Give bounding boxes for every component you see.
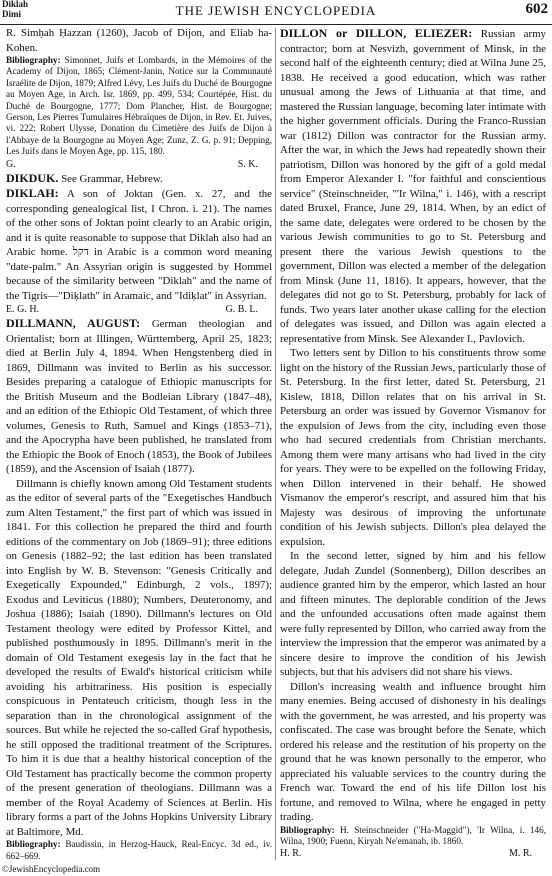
signature-right: S. K. <box>237 158 258 170</box>
signature-left: H. R. <box>280 848 302 860</box>
intro-paragraph: R. Simḥah Ḥazzan (1260), Jacob of Dijon, and Eliab ha-Kohen. <box>6 27 272 54</box>
watermark-text: ©JewishEncyclopedia.com <box>2 864 101 874</box>
running-head-first: Diklah <box>2 0 29 9</box>
headword-dikduk: DIKDUK. <box>6 170 59 185</box>
signature-diklah <box>6 303 272 316</box>
headword-dillmann: DILLMANN, AUGUST: <box>6 316 141 331</box>
entry-dillmann <box>6 316 272 477</box>
bibliography-label: Bibliography: <box>6 839 61 850</box>
bibliography-label: Bibliography: <box>280 824 335 835</box>
header-rule <box>0 24 552 25</box>
dillon-paragraph-3: In the second letter, signed by him and his fellow delegate, Judah Zundel (Sonnenberg), Dillon describes an audience granted him by the emperor, which lasted an hour and fifteen minutes. The deplorable condition of the Jews and the unfounded accusations often made against them were fully represented by Dillon, who carried away from the interview the impression that the emperor was animated by a sincere desire to improve the condition of his Jewish subjects, but that his advisers did not share his views. <box>280 550 546 678</box>
signature-left: E. G. H. <box>6 304 40 316</box>
page-number: 602 <box>525 1 548 17</box>
bibliography-text: H. Steinschneider ("Ha-Maggid"), 'Ir Wilna, i. 146, Wilna, 1900; Fuenn, Kiryah Ne'emanah, ib. 1860. <box>280 824 546 846</box>
bibliography-dillon <box>280 825 546 848</box>
column-divider <box>275 28 276 860</box>
left-column <box>6 26 272 862</box>
headword-dillon: DILLON or DILLON, ELIEZER: <box>280 26 473 40</box>
entry-text: A son of Joktan (Gen. x. 27, and the corresponding genealogical list, I Chron. i. 21). The names of the other sons of Joktan point clearly to an Arabic origin, and it is quite reasonable to suppose that Diklah also had an Arabic home. דקל in Arabic is a common word meaning "date-palm." An Assyrian origin is suggested by Hommel because of the similarity between "Diklah" and the name of the Tigris—"Diḳlath" in Aramaic, and "Idiḳlat" in Assyrian. <box>6 188 272 302</box>
entry-dillon <box>280 26 546 346</box>
dillon-paragraph-2: Two letters sent by Dillon to his constituents throw some light on the history of the Russian Jews, particularly those of St. Petersburg. In the first letter, dated St. Petersburg, 21 Kislew, 1818, Dillon relates that on his arrival in St. Petersburg an order was issued by Governor Vismanov for the expulsion of Jews from the city, including even those who had secured credentials from Christian merchants. Among them were many artisans who had lived in the city for years. They were to be expelled on the following Friday, when Dillon intervened in their behalf. He showed Vismanov the emperor's rescript, and assured him that his Majesty was desirous of improving the unfortunate condition of his Jewish subjects. Dillon's plea delayed the expulsion. <box>280 347 546 548</box>
bibliography-label: Bibliography: <box>6 55 61 65</box>
dillmann-paragraph-2: Dillmann is chiefly known among Old Testament students as the editor of several parts of the "Exegetisches Handbuch zum Alten Testament," the first part of which was issued in 1841. For this collection he prepared the third and fourth editions of the commentary on Job (1869–91); three editions on Genesis (1882–92; the last edition has been translated into English by W. B. Stevenson: "Genesis Critically and Exegetically Expounded," Edinburgh, 2 vols., 1897); Exodus and Leviticus (1880); Numbers, Deuteronomy, and Joshua (1886); Isaiah (1890). Dillmann's lectures on Old Testament theology were edited by Professor Kittel, and published posthumously in 1895. Dillmann's merit in the domain of Old Testament exegesis lay in the fact that he developed the results of Ewald's historical criticism while avoiding his arbitrariness. His position is especially conspicuous in Pentateuch criticism, though less in the separation than in the chronological assignment of the sources. But while he rejected the so-called Graf hypothesis, he still opposed the traditional treatment of the Scriptures. To him it is due that a healthy historical conception of the Old Testament has practically become the common property of the present generation of theologians. Dillmann was a member of the Royal Academy of Sciences at Berlin. His library forms a part of the Johns Hopkins University Library at Baltimore, Md. <box>6 477 272 838</box>
page-header <box>0 0 552 24</box>
signature-right: M. R. <box>508 848 532 860</box>
entry-dikduk <box>6 171 272 187</box>
signature-dillon <box>280 847 546 860</box>
entry-diklah <box>6 186 272 303</box>
bibliography-text: Baudissin, in Herzog-Hauck, Real-Encyc. 3d ed., iv. 662–669. <box>6 839 272 861</box>
right-column <box>280 26 546 862</box>
dillon-paragraph-4: Dillon's increasing wealth and influence brought him many enemies. Being accused of dishonesty in his dealings with the government, he was arrested, and his property was confiscated. The case was brought before the Senate, which ordered his release and the restitution of his property on the ground that he was known personally to the emperor, who appreciated his valuable services to the country during the French war. Toward the end of his life Dillon lost his fortune, and removed to Wilna, where he engaged in petty trading. <box>280 680 546 823</box>
running-head-last: Dimi <box>2 8 21 19</box>
entry-text: Russian army contractor; born at Nesvizh, government of Minsk, in the second half of the eighteenth century; died at Wilna June 25, 1838. He received a good education, which was rather unusual among the Jews of Lithuania at that time, and mastered the Russian language, becoming later intimate with the higher government officials. During the Franco-Russian war (1812) Dillon was contractor for the Russian army. After the war, in which the Jews had repeatedly shown their patriotism, Dillon was honored by the gift of a gold medal from Emperor Alexander I. "for faithful and conscientious service" (Steinschneider, "'Ir Wilna," i. 146), with a rescript dated Bruxel, France, June 29, 1814. When, by an edict of the same date, delegates were ordered to be chosen by the various Jewish communities to go to St. Petersburg and present there the various Jewish questions to the government, Dillon was elected a member of the delegation from Minsk (June 11, 1816). It appears, however, that the delegates did not go to St. Petersburg, probably for lack of funds. Two years later another ukase calling for the election of delegates was issued, and Dillon was again elected a representative from Minsk. See Alexander I., Pavlovich. <box>280 28 546 345</box>
headword-diklah: DIKLAH: <box>6 186 59 201</box>
bibliography-dillmann <box>6 839 272 862</box>
entry-text: See Grammar, Hebrew. <box>58 172 163 185</box>
bibliography-dijon <box>6 55 272 158</box>
encyclopedia-title: THE JEWISH ENCYCLOPEDIA <box>175 3 377 18</box>
bibliography-text: Simonnet, Juifs et Lombards, in the Mémoires of the Academy of Dijon, 1865; Clément-Janin, Notice sur la Communauté Israélite de Dijon, 1879; Alfred Lévy, Les Juifs du Duché de Bourgogne au Moyen Age, in Arch. Isr. 1869, pp. 499, 534; Courtépée, Hist. du Duché de Bourgogne, 1777; Dom Plancher, Hist. de Bourgogne; Gerson, Les Pierres Tumulaires Hébraïques de Dijon, in Rev. Et. Juives, vi. 222; Robert Ulysse, Donation du Cimetière des Juifs de Dijon à l'Abbaye de la Bourgogne au Moyen Age; Zunz, Z. G. p. 91; Depping, Les Juifs dans le Moyen Age, pp. 115, 180. <box>6 55 272 157</box>
signature-dijon <box>6 158 272 171</box>
entry-text: German theologian and Orientalist; born at Illingen, Württemberg, April 25, 1823; died at Berlin July 4, 1894. When Hengstenberg died in 1869, Dillmann was invited to Berlin as his successor. Besides preparing a catalogue of Ethiopic manuscripts for the British Museum and the Bodleian Library (1847–48), and an edition of the Ethiopic Old Testament, of which three volumes, Genesis to Ruth, Samuel and Kings (1853–71), and the Apocrypha have been published, he translated from the Ethiopic the Book of Enoch (1853), the Book of Jubilees (1859), and the Ascension of Isaiah (1877). <box>6 318 272 476</box>
signature-left: G. <box>6 158 16 170</box>
signature-right: G. B. L. <box>225 304 258 316</box>
